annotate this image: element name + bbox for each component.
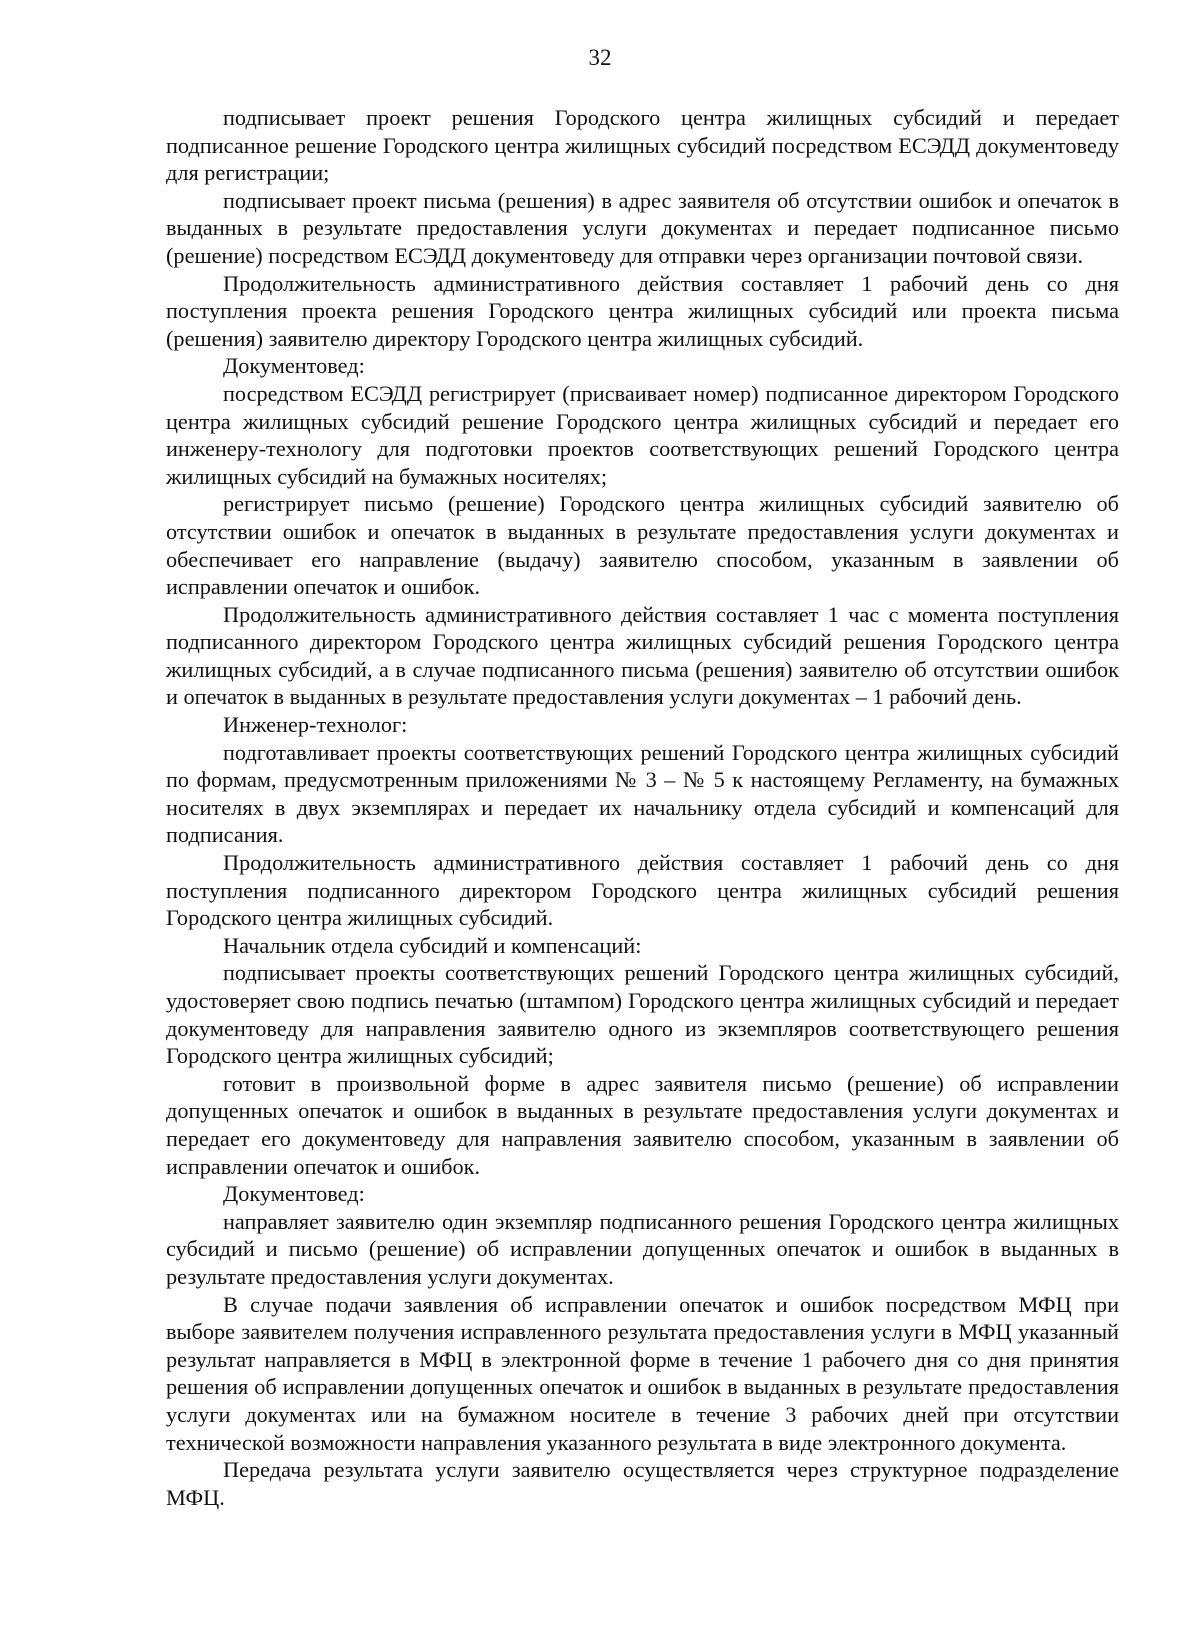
paragraph: Передача результата услуги заявителю осуществляется через структурное подразделение МФЦ. bbox=[166, 1457, 1119, 1510]
paragraph: регистрирует письмо (решение) Городского центра жилищных субсидий заявителю об отсутствии ошибок и опечаток в выданных в результате предоставления услуги документах и обеспечивает его направление (выдачу) заявителю способом, указанным в заявлении об исправлении опечаток и ошибок. bbox=[166, 491, 1119, 600]
paragraph: направляет заявителю один экземпляр подписанного решения Городского центра жилищных субсидий и письмо (решение) об исправлении допущенных опечаток и ошибок в выданных в результате предоставления услуги документах. bbox=[166, 1208, 1119, 1289]
paragraph: Продолжительность административного действия составляет 1 рабочий день со дня поступления подписанного директором Городского центра жилищных субсидий решения Городского центра жилищных субсидий. bbox=[166, 850, 1119, 931]
paragraph: подписывает проекты соответствующих решений Городского центра жилищных субсидий, удостоверяет свою подпись печатью (штампом) Городского центра жилищных субсидий и передает документоведу для направления заявителю одного из экземпляров соответствующего решения Городского центра жилищных субсидий; bbox=[166, 960, 1119, 1069]
paragraph: готовит в произвольной форме в адрес заявителя письмо (решение) об исправлении допущенных опечаток и ошибок в выданных в результате предоставления услуги документах и передает его документоведу для направления заявителю способом, указанным в заявлении об исправлении опечаток и ошибок. bbox=[166, 1070, 1119, 1179]
paragraph: подготавливает проекты соответствующих решений Городского центра жилищных субсидий по формам, предусмотренным приложениями № 3 – № 5 к настоящему Регламенту, на бумажных носителях в двух экземплярах и передает их начальнику отдела субсидий и компенсаций для подписания. bbox=[166, 739, 1119, 848]
paragraph: Продолжительность административного действия составляет 1 час с момента поступления подписанного директором Городского центра жилищных субсидий решения Городского центра жилищных субсидий, а в случае подписанного письма (решения) заявителю об отсутствии ошибок и опечаток в выданных в результате предоставления услуги документах – 1 рабочий день. bbox=[166, 601, 1119, 710]
paragraph: подписывает проект решения Городского центра жилищных субсидий и передает подписанное решение Городского центра жилищных субсидий посредством ЕСЭДД документоведу для регистрации; bbox=[166, 105, 1119, 186]
paragraph: посредством ЕСЭДД регистрирует (присваивает номер) подписанное директором Городского центра жилищных субсидий решение Городского центра жилищных субсидий и передает его инженеру-технологу для подготовки проектов соответствующих решений Городского центра жилищных субсидий на бумажных носителях; bbox=[166, 380, 1119, 489]
role-heading: Начальник отдела субсидий и компенсаций: bbox=[223, 932, 642, 958]
paragraph: подписывает проект письма (решения) в адрес заявителя об отсутствии ошибок и опечаток в выданных в результате предоставления услуги документах и передает подписанное письмо (решение) посредством ЕСЭДД документоведу для отправки через организации почтовой связи. bbox=[166, 187, 1119, 268]
page-number: 32 bbox=[588, 45, 612, 70]
role-heading: Документовед: bbox=[223, 353, 365, 379]
paragraph: В случае подачи заявления об исправлении опечаток и ошибок посредством МФЦ при выборе заявителем получения исправленного результата предоставления услуги в МФЦ указанный результат направляется в МФЦ в электронной форме в течение 1 рабочего дня со дня принятия решения об исправлении допущенных опечаток и ошибок в выданных в результате предоставления услуги документах или на бумажном носителе в течение 3 рабочих дней при отсутствии технической возможности направления указанного результата в виде электронного документа. bbox=[166, 1291, 1119, 1455]
document-body bbox=[166, 104, 1119, 1511]
role-heading: Инженер-технолог: bbox=[223, 712, 408, 738]
role-heading: Документовед: bbox=[223, 1181, 365, 1207]
paragraph: Продолжительность административного действия составляет 1 рабочий день со дня поступления проекта решения Городского центра жилищных субсидий или проекта письма (решения) заявителю директору Городского центра жилищных субсидий. bbox=[166, 270, 1119, 351]
